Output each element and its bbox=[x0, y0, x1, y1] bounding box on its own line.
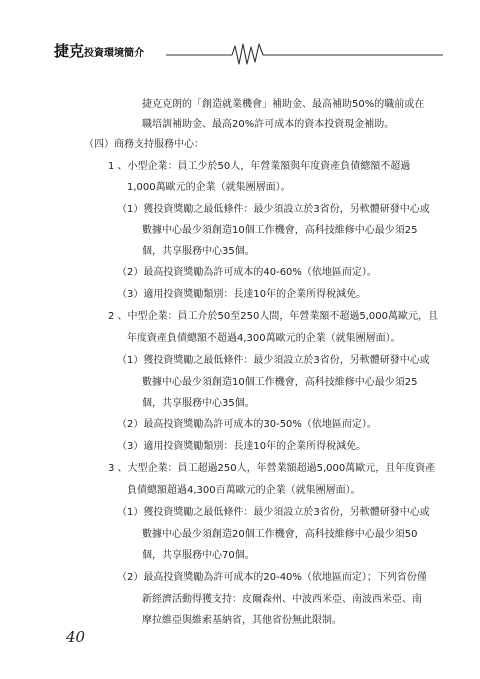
sub-item: （1）獲投資獎勵之最低條件：最少須設立於3省份，另軟體研發中心或 bbox=[117, 355, 430, 366]
list-item-heading: 2 、中型企業：員工介於50至250人間，年營業額不超過5,000萬歐元，且 bbox=[108, 311, 438, 322]
sub-item: （1）獲投資獎勵之最低條件：最少須設立於3省份，另軟體研發中心或 bbox=[117, 507, 430, 518]
body-line: 捷克克朗的「創造就業機會」補助金、最高補助50%的職前或在 bbox=[142, 99, 425, 110]
body-line: 年度資產負債總額不超過4,300萬歐元的企業（就集團層面）。 bbox=[127, 333, 401, 344]
sub-item: （3）適用投資獎勵類別：長達10年的企業所得稅減免。 bbox=[117, 441, 367, 452]
sub-item: （2）最高投資獎勵為許可成本的30-50%（依地區而定）。 bbox=[117, 419, 377, 430]
list-item-heading: 3 、大型企業：員工超過250人，年營業額超過5,000萬歐元，且年度資產 bbox=[108, 463, 436, 474]
body-line: 個，共享服務中心35個。 bbox=[142, 246, 255, 257]
body-line: 數據中心最少須創造10個工作機會，高科技維修中心最少須25 bbox=[142, 377, 418, 388]
body-line: 1,000萬歐元的企業（就集團層面）。 bbox=[127, 182, 291, 193]
body-line: 數據中心最少須創造10個工作機會，高科技維修中心最少須25 bbox=[142, 225, 418, 236]
section-heading: （四）商務支持服務中心： bbox=[84, 139, 204, 150]
sub-item: （1）獲投資獎勵之最低條件：最少須設立於3省份，另軟體研發中心或 bbox=[117, 204, 430, 215]
body-line: 摩拉維亞與維索基納省，其他省份無此限制。 bbox=[142, 615, 342, 626]
list-item-heading: 1 、小型企業：員工少於50人，年營業額與年度資產負債總額不超過 bbox=[108, 161, 411, 172]
sub-item: （2）最高投資獎勵為許可成本的40-60%（依地區而定）。 bbox=[117, 267, 377, 278]
body-line: 數據中心最少須創造20個工作機會，高科技維修中心最少須50 bbox=[142, 529, 418, 540]
sub-item: （2）最高投資獎勵為許可成本的20-40%（依地區而定）；下列省份僅 bbox=[117, 572, 427, 583]
body-line: 個，共享服務中心70個。 bbox=[142, 550, 255, 561]
header-title-sub: 投資環境簡介 bbox=[84, 48, 145, 59]
body-line: 個，共享服務中心35個。 bbox=[142, 398, 255, 409]
body-line: 新經濟活動得獲支持：皮爾森州、中波西米亞、南波西米亞、南 bbox=[142, 594, 422, 605]
page-number: 40 bbox=[66, 628, 86, 646]
body-line: 負債總額超過4,300百萬歐元的企業（就集團層面）。 bbox=[127, 485, 361, 496]
header-title-main: 捷克 bbox=[54, 42, 85, 60]
body-line: 職培訓補助金、最高20%許可成本的資本投資現金補助。 bbox=[142, 119, 395, 130]
sub-item: （3）適用投資獎勵類別：長達10年的企業所得稅減免。 bbox=[117, 289, 367, 300]
